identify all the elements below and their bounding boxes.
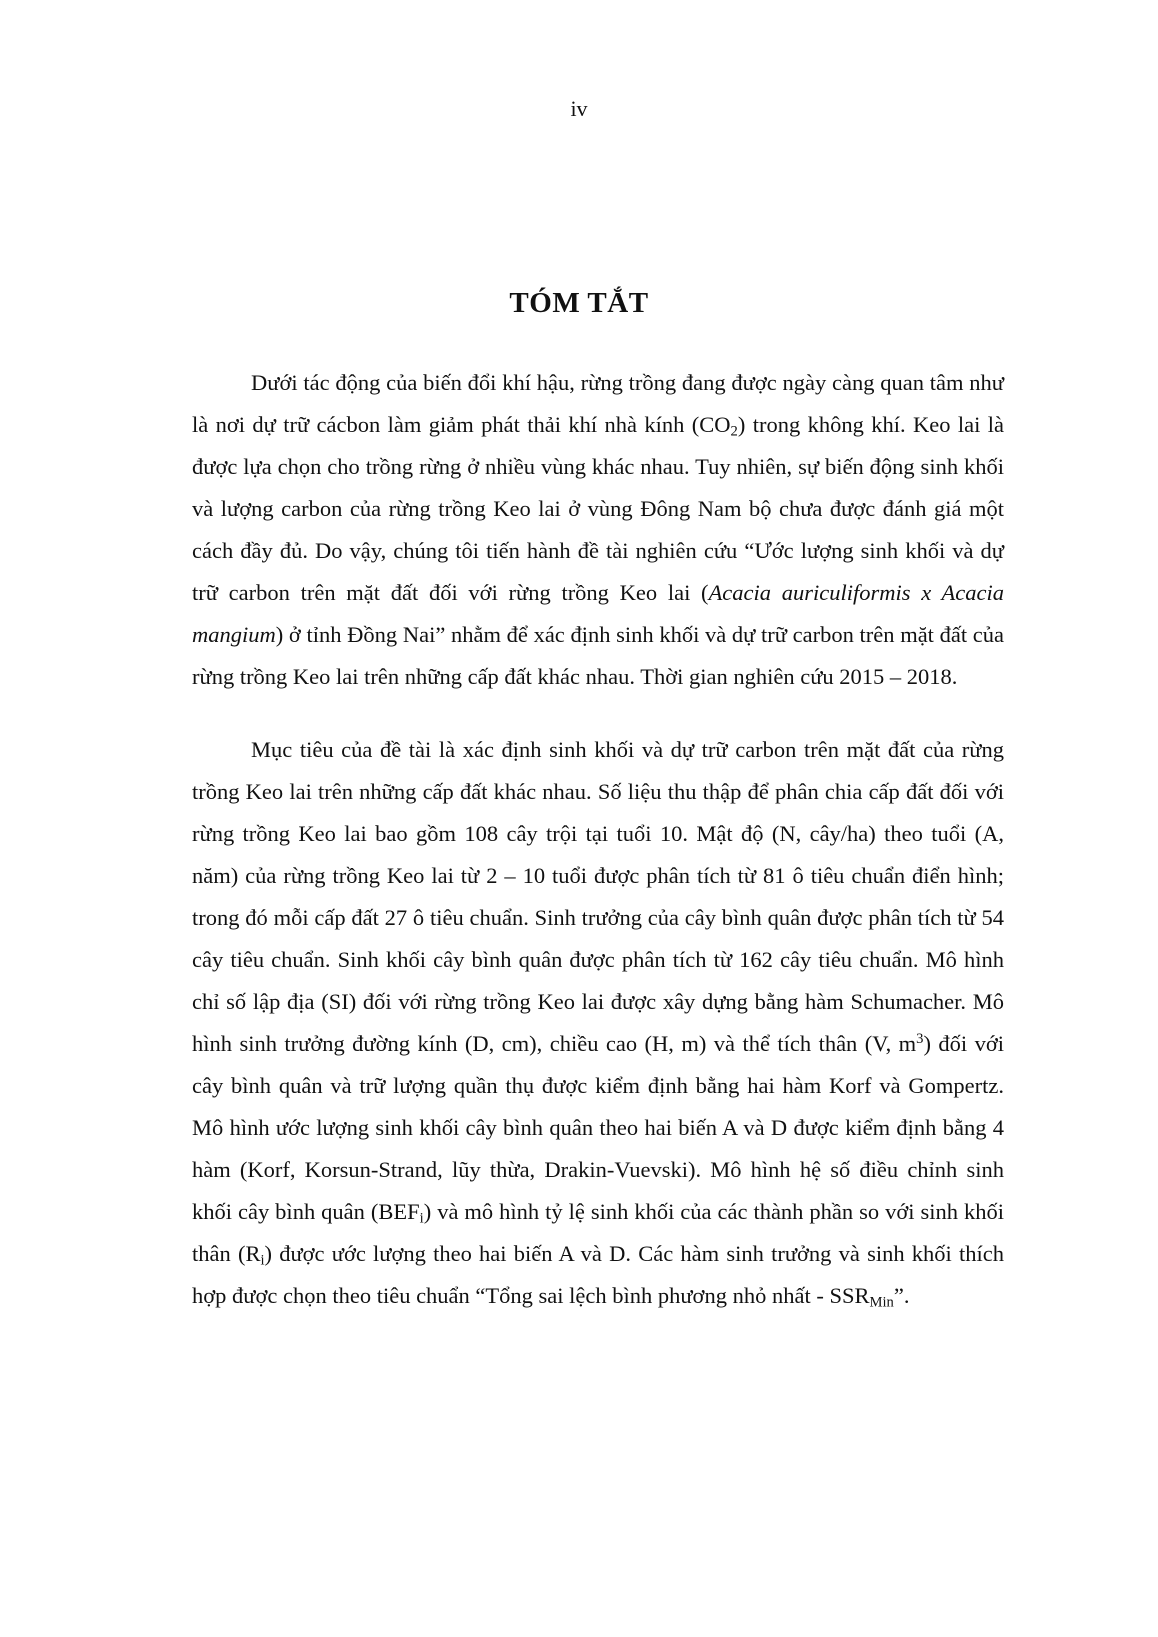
page-title: TÓM TẮT xyxy=(509,287,649,319)
paragraph-objectives xyxy=(192,729,1004,1317)
paragraph-text: ) đối với cây bình quân và trữ lượng quần thụ được kiểm định bằng hai hàm Korf và Gompertz. Mô hình ước lượng sinh khối cây bình quân theo hai biến A và D được kiểm định bằng 4 hàm (Korf, Korsun-Strand, lũy thừa, Drakin-Vuevski). Mô hình hệ số điều chỉnh sinh khối cây bình quân (BEF xyxy=(192,1031,1004,1224)
paragraph-text: ”. xyxy=(893,1283,910,1308)
superscript: 3 xyxy=(916,1030,924,1047)
paragraph-text: ) được ước lượng theo hai biến A và D. Các hàm sinh trưởng và sinh khối thích hợp được chọn theo tiêu chuẩn “Tổng sai lệch bình phương nhỏ nhất - SSR xyxy=(192,1241,1004,1308)
paragraph-text: ) trong không khí. Keo lai là được lựa chọn cho trồng rừng ở nhiều vùng khác nhau. Tuy nhiên, sự biến động sinh khối và lượng carbon của rừng trồng Keo lai ở vùng Đông Nam bộ chưa được đánh giá một cách đầy đủ. Do vậy, chúng tôi tiến hành đề tài nghiên cứu “Ước lượng sinh khối và dự trữ carbon trên mặt đất đối với rừng trồng Keo lai ( xyxy=(192,412,1004,605)
paragraph-text: Mục tiêu của đề tài là xác định sinh khối và dự trữ carbon trên mặt đất của rừng trồng Keo lai trên những cấp đất khác nhau. Số liệu thu thập để phân chia cấp đất đối với rừng trồng Keo lai bao gồm 108 cây trội tại tuổi 10. Mật độ (N, cây/ha) theo tuổi (A, năm) của rừng trồng Keo lai từ 2 – 10 tuổi được phân tích từ 81 ô tiêu chuẩn điển hình; trong đó mỗi cấp đất 27 ô tiêu chuẩn. Sinh trưởng của cây bình quân được phân tích từ 54 cây tiêu chuẩn. Sinh khối cây bình quân được phân tích từ 162 cây tiêu chuẩn. Mô hình chỉ số lập địa (SI) đối với rừng trồng Keo lai được xây dựng bằng hàm Schumacher. Mô hình sinh trưởng đường kính (D, cm), chiều cao (H, m) và thể tích thân (V, m xyxy=(192,737,1004,1056)
paragraph-intro xyxy=(192,362,1004,698)
paragraph-text: Dưới tác động của biến đổi khí hậu, rừng trồng đang được ngày càng quan tâm như là nơi dự trữ cácbon làm giảm phát thải khí nhà kính (CO xyxy=(192,370,1004,437)
subscript: i xyxy=(260,1252,265,1269)
page-number: iv xyxy=(570,96,588,121)
species-name: Acacia auriculiformis x Acacia mangium xyxy=(192,580,1004,647)
subscript: Min xyxy=(869,1294,894,1311)
subscript: 2 xyxy=(730,423,738,440)
paragraph-text: ) và mô hình tỷ lệ sinh khối của các thành phần so với sinh khối thân (R xyxy=(192,1199,1004,1266)
subscript: i xyxy=(419,1210,424,1227)
paragraph-text: ) ở tỉnh Đồng Nai” nhằm để xác định sinh khối và dự trữ carbon trên mặt đất của rừng trồng Keo lai trên những cấp đất khác nhau. Thời gian nghiên cứu 2015 – 2018. xyxy=(192,622,1004,689)
